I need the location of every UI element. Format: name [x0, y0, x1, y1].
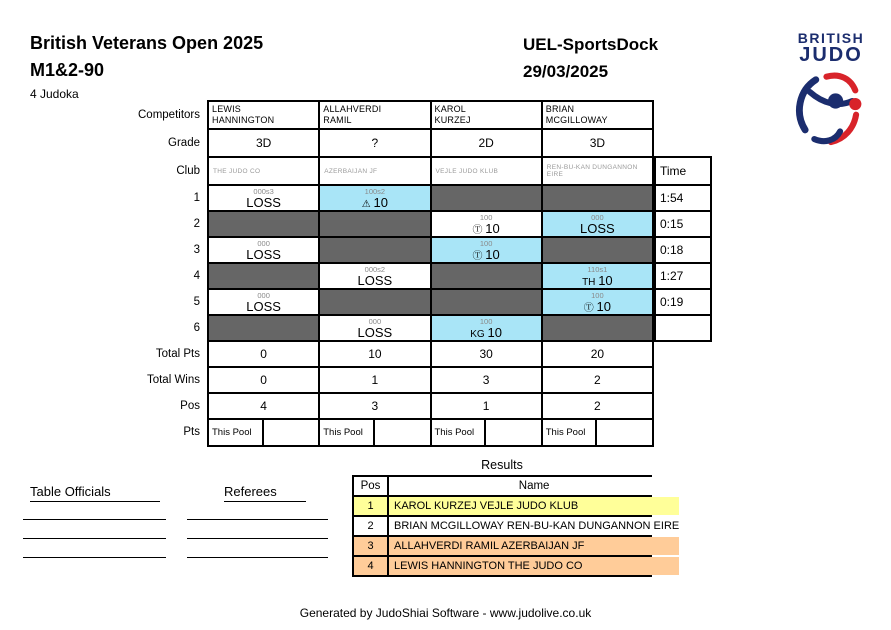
time-header: Time [656, 158, 710, 184]
competitor-club-cell: REN-BU-KAN DUNGANNON EIRE [543, 158, 652, 184]
match-points: LOSS [357, 325, 393, 340]
match-cell [543, 186, 652, 210]
match-result [358, 326, 393, 339]
competitor-first-name: ALLAHVERDI [323, 104, 382, 114]
match-points: 10 [487, 325, 502, 340]
match-number-label: 2 [193, 218, 200, 230]
british-judo-judoka-icon [793, 68, 869, 150]
match-points: LOSS [580, 221, 615, 236]
match-time: 0:19 [656, 290, 710, 314]
match-time: 0:15 [656, 212, 710, 236]
technique-symbol: ⚠ [361, 199, 374, 210]
match-score: 100s2 [364, 187, 386, 196]
results-title: Results [481, 458, 523, 472]
competitor-first-name: LEWIS [212, 104, 242, 114]
label-club: Club [176, 165, 200, 177]
total-wins-cell: 1 [320, 368, 429, 392]
competitor-club-cell: AZERBAIJAN JF [320, 158, 429, 184]
match-result [246, 300, 281, 313]
judoka-count: 4 Judoka [30, 87, 79, 101]
match-cell [432, 186, 541, 210]
match-score: 000 [591, 213, 604, 222]
competitor-last-name: KURZEJ [434, 115, 471, 125]
competitor-grade-cell: 2D [432, 130, 541, 156]
match-score: 000s2 [364, 265, 386, 274]
pts-cell [320, 420, 429, 445]
match-cell [432, 316, 541, 340]
result-name-cell: BRIAN MCGILLOWAY REN-BU-KAN DUNGANNON EIRE [389, 517, 679, 535]
result-name-cell: ALLAHVERDI RAMIL AZERBAIJAN JF [389, 537, 679, 555]
match-cell [320, 290, 429, 314]
competitor-name-cell [432, 102, 541, 128]
result-pos-cell: 2 [354, 517, 387, 535]
technique-symbol: Ⓣ [583, 303, 597, 314]
competitor-club-cell: VEJLE JUDO KLUB [432, 158, 541, 184]
match-cell [320, 186, 429, 210]
match-time: 1:27 [656, 264, 710, 288]
match-points: LOSS [357, 273, 393, 288]
match-result [246, 196, 281, 209]
pts-empty-box [597, 420, 652, 445]
label-total-pts: Total Pts [155, 348, 200, 360]
logo-text-british: BRITISH [797, 30, 865, 46]
match-points: LOSS [246, 247, 281, 262]
competitor-last-name: HANNINGTON [212, 115, 275, 125]
match-number-label: 5 [193, 296, 200, 308]
table-officials-label: Table Officials [30, 484, 160, 502]
match-result [582, 274, 613, 288]
competitor-grade-cell: 3D [209, 130, 318, 156]
match-points: LOSS [246, 195, 281, 210]
pos-cell: 2 [543, 394, 652, 418]
match-time [656, 316, 710, 340]
this-pool-box: This Pool [543, 420, 598, 445]
table-officials-signature-line [23, 538, 166, 539]
tournament-title: British Veterans Open 2025 [30, 33, 264, 53]
match-points: LOSS [246, 299, 281, 314]
match-points: 10 [373, 195, 388, 210]
match-number-label: 4 [193, 270, 200, 282]
competitor-name-cell [543, 102, 652, 128]
category-title: M1&2-90 [30, 60, 105, 80]
match-score: 000 [257, 239, 270, 248]
referees-signature-line [187, 519, 328, 520]
result-name-cell: LEWIS HANNINGTON THE JUDO CO [389, 557, 679, 575]
match-cell [543, 264, 652, 288]
match-score: 000 [368, 317, 382, 326]
match-cell [320, 264, 429, 288]
match-score: 100 [479, 239, 493, 248]
match-score: 000s3 [253, 187, 274, 196]
match-cell [209, 238, 318, 262]
table-officials-signature-line [23, 557, 166, 558]
pts-cell [543, 420, 652, 445]
total-pts-cell: 30 [432, 342, 541, 366]
competitor-name-cell [209, 102, 318, 128]
match-cell [543, 212, 652, 236]
match-time: 0:18 [656, 238, 710, 262]
technique-symbol: Ⓣ [472, 251, 486, 262]
match-cell [209, 316, 318, 340]
result-pos-cell: 4 [354, 557, 387, 575]
british-judo-logo [789, 31, 873, 155]
match-cell [209, 186, 318, 210]
match-cell [432, 238, 541, 262]
pts-empty-box [486, 420, 541, 445]
match-cell [320, 316, 429, 340]
match-score: 100 [591, 291, 604, 300]
label-pts: Pts [183, 426, 200, 438]
results-header-name: Name [389, 477, 679, 495]
competitor-last-name: MCGILLOWAY [545, 115, 608, 125]
match-cell [432, 212, 541, 236]
pos-cell: 4 [209, 394, 318, 418]
pts-cell [432, 420, 541, 445]
this-pool-box: This Pool [209, 420, 264, 445]
total-wins-cell: 3 [432, 368, 541, 392]
competitor-last-name: RAMIL [323, 115, 352, 125]
match-cell [543, 316, 652, 340]
pts-cell [209, 420, 318, 445]
competitor-name-cell [320, 102, 429, 128]
technique-symbol: KG [470, 329, 488, 340]
time-column [654, 156, 712, 342]
referees-signature-line [187, 538, 328, 539]
match-result [580, 222, 615, 235]
results-header-pos: Pos [354, 477, 387, 495]
match-number-label: 3 [193, 244, 200, 256]
table-officials-signature-line [23, 519, 166, 520]
match-score: 000 [257, 291, 270, 300]
competitor-grade-cell: ? [320, 130, 429, 156]
match-cell [209, 290, 318, 314]
pts-empty-box [264, 420, 319, 445]
venue-name: UEL-SportsDock [523, 35, 659, 54]
match-cell [320, 238, 429, 262]
match-cell [209, 212, 318, 236]
match-result [473, 248, 500, 262]
total-pts-cell: 10 [320, 342, 429, 366]
pos-cell: 1 [432, 394, 541, 418]
competitor-first-name: KAROL [434, 104, 467, 114]
match-result [470, 326, 502, 340]
referees-label: Referees [224, 484, 306, 502]
label-grade: Grade [168, 137, 200, 149]
match-number-label: 1 [193, 192, 200, 204]
total-pts-cell: 20 [543, 342, 652, 366]
result-pos-cell: 1 [354, 497, 387, 515]
match-points: 10 [485, 247, 500, 262]
competitor-club-cell: THE JUDO CO [209, 158, 318, 184]
match-cell [209, 264, 318, 288]
result-name-cell: KAROL KURZEJ VEJLE JUDO KLUB [389, 497, 679, 515]
pos-cell: 3 [320, 394, 429, 418]
match-points: 10 [598, 273, 613, 288]
this-pool-box: This Pool [432, 420, 487, 445]
match-points: 10 [485, 221, 500, 236]
match-cell [543, 290, 652, 314]
match-score: 100 [479, 213, 493, 222]
label-competitors: Competitors [138, 109, 200, 121]
footer-text: Generated by JudoShiai Software - www.judolive.co.uk [299, 606, 592, 620]
match-cell [432, 290, 541, 314]
total-wins-cell: 0 [209, 368, 318, 392]
competitor-first-name: BRIAN [545, 104, 575, 114]
match-score: 100 [479, 317, 493, 326]
match-number-label: 6 [193, 322, 200, 334]
technique-symbol: Ⓣ [472, 225, 486, 236]
referees-signature-line [187, 557, 328, 558]
logo-text-judo: JUDO [799, 44, 863, 66]
match-result [246, 248, 281, 261]
match-result [584, 300, 611, 314]
label-total-wins: Total Wins [146, 374, 200, 386]
event-date: 29/03/2025 [523, 62, 609, 81]
match-points: 10 [596, 299, 611, 314]
match-time: 1:54 [656, 186, 710, 210]
competitor-grade-cell: 3D [543, 130, 652, 156]
technique-symbol: TH [582, 277, 599, 288]
match-score: 110s1 [587, 265, 608, 274]
label-pos: Pos [180, 400, 200, 412]
match-cell [432, 264, 541, 288]
pts-empty-box [375, 420, 430, 445]
result-pos-cell: 3 [354, 537, 387, 555]
total-wins-cell: 2 [543, 368, 652, 392]
match-cell [320, 212, 429, 236]
total-pts-cell: 0 [209, 342, 318, 366]
match-result [473, 222, 500, 236]
match-result [362, 196, 388, 210]
results-table [352, 475, 680, 577]
pool-table [207, 100, 654, 447]
this-pool-box: This Pool [320, 420, 375, 445]
match-result [358, 274, 393, 287]
match-cell [543, 238, 652, 262]
